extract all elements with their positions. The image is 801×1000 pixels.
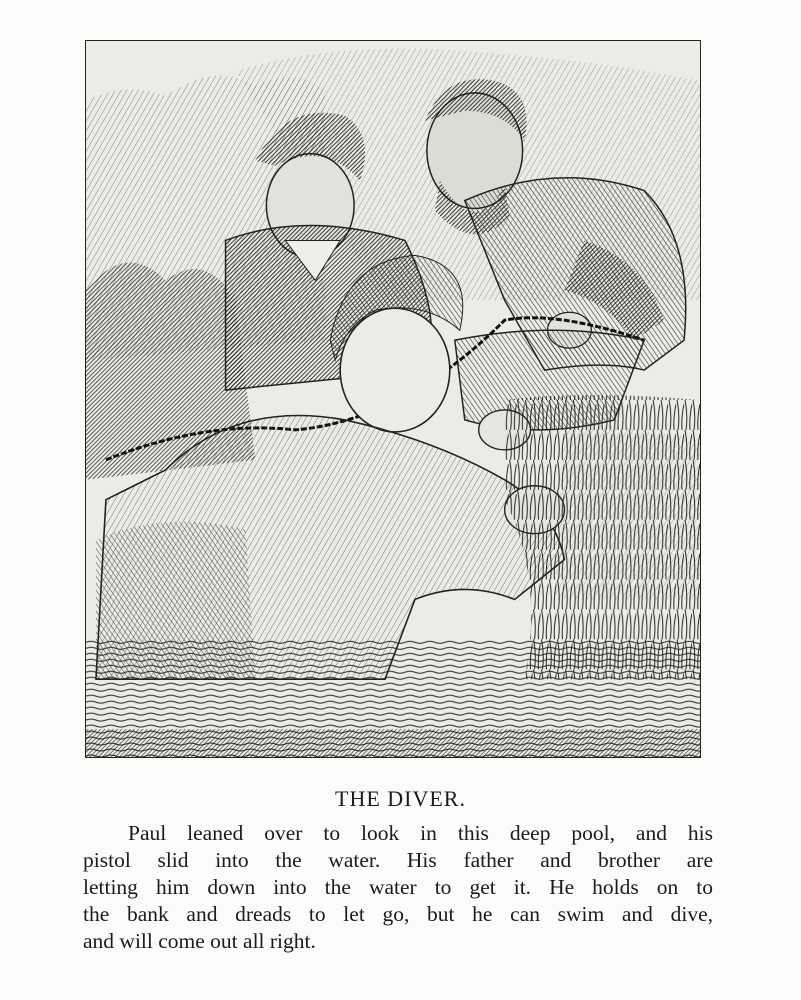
caption-line: letting him down into the water to get it. He holds on to <box>83 875 713 899</box>
caption-title: THE DIVER. <box>335 786 466 811</box>
caption-line: Paul leaned over to look in this deep pool, and his <box>128 821 713 845</box>
caption-line: and will come out all right. <box>83 929 316 953</box>
caption-line: the bank and dreads to let go, but he can swim and dive, <box>83 902 713 926</box>
caption-line: pistol slid into the water. His father and brother are <box>83 848 713 872</box>
engraving-illustration <box>85 40 701 758</box>
caption-paragraph <box>83 820 713 955</box>
